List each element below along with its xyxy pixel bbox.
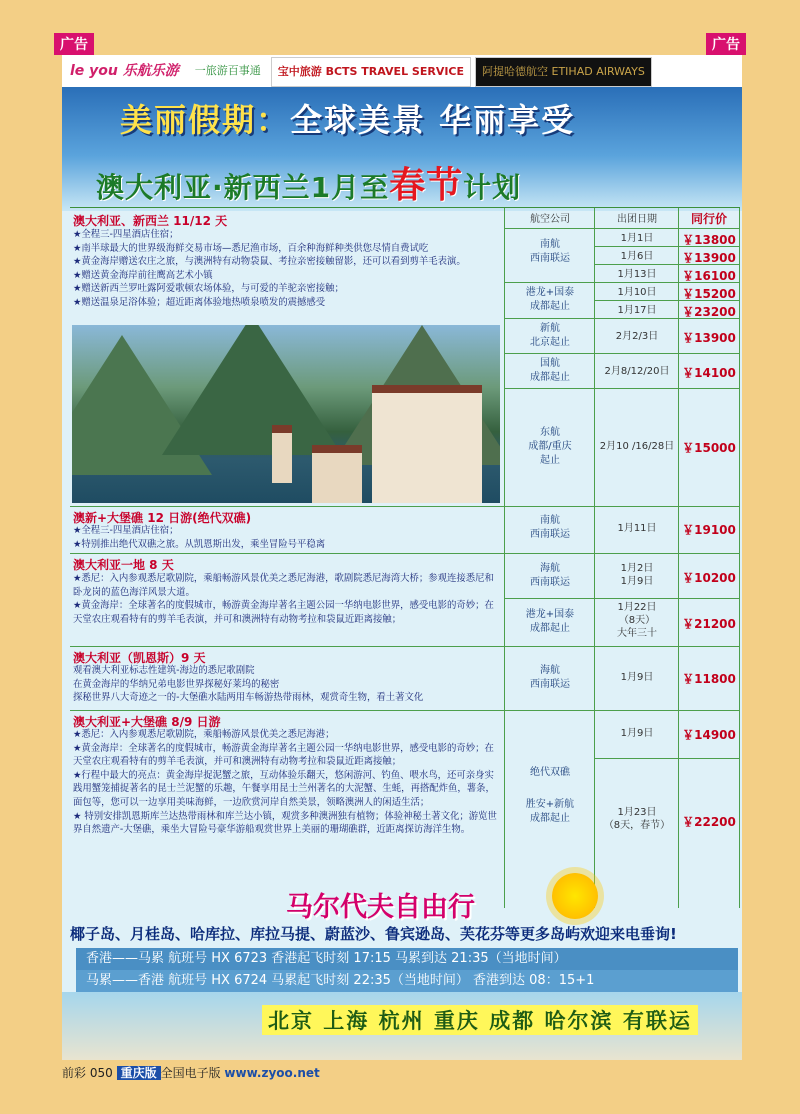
row-airline: 港龙+国泰 成都起止 bbox=[525, 609, 575, 634]
row-airline: 南航 西南联运 bbox=[530, 239, 570, 264]
row-date: 1月10日 bbox=[617, 287, 657, 298]
website-link[interactable]: www.zyoo.net bbox=[224, 1066, 320, 1080]
row-airline: 胜安+新航 成都起止 bbox=[525, 799, 575, 824]
lake-village-photo bbox=[72, 325, 500, 503]
island-list: 椰子岛、月桂岛、哈库拉、库拉马提、蔚蓝沙、鲁宾逊岛、芙花芬等更多岛屿欢迎来电垂询! bbox=[70, 925, 677, 943]
row-date: 1月9日 bbox=[620, 728, 654, 739]
bullet-item: 观看澳大利亚标志性建筑-海边的悉尼歌剧院 bbox=[73, 665, 255, 676]
bullet-item: ★全程三-四星酒店住宿； bbox=[73, 525, 179, 536]
bullet-item: ★赠送温泉足浴体验；超近距离体验地热喷泉喷发的震撼感受 bbox=[73, 296, 326, 308]
section-title: 澳大利亚+大堡礁 8/9 日游 bbox=[73, 715, 221, 729]
section-bullets bbox=[73, 228, 503, 310]
hero-title bbox=[120, 95, 575, 141]
row-price: ￥21200 bbox=[682, 617, 736, 631]
row-airline: 绝代双礁 bbox=[530, 767, 570, 778]
row-date: 1月13日 bbox=[617, 269, 657, 280]
logo-bar bbox=[62, 55, 742, 87]
row-date: 2月8/12/20日 bbox=[604, 366, 670, 377]
building bbox=[372, 385, 482, 503]
bullet-item: ★南半球最大的世界级海鲜交易市场—悉尼渔市场，百余种海鲜种类供您尽情自费试吃 bbox=[73, 242, 429, 254]
row-airline: 南航 西南联运 bbox=[530, 515, 570, 540]
hero-sub-b: 计划 bbox=[463, 171, 522, 204]
row-date: 2月10 /16/28日 bbox=[599, 441, 675, 452]
row-airline: 国航 成都起止 bbox=[530, 358, 570, 383]
hero-title-b: 全球美景 华丽享受 bbox=[290, 101, 576, 139]
row-date: 1月22日 （8天） 大年三十 bbox=[617, 602, 657, 639]
row-date: 2月2/3日 bbox=[615, 331, 659, 342]
divider bbox=[594, 758, 740, 759]
bullet-item: ★黄金海岸：全球著名的度假城市，畅游黄金海岸著名主题公园一华纳电影世界，感受电影的奇妙；在天堂农庄观看特有的剪羊毛表演，并可和澳洲特有动物考拉和袋鼠近距离接触； bbox=[73, 600, 494, 625]
flight-outbound: 香港——马累 航班号 HX 6723 香港起飞时刻 17:15 马累到达 21:35（当地时间） bbox=[76, 948, 738, 970]
section-bullets bbox=[73, 664, 503, 705]
row-date: 1月9日 bbox=[620, 672, 654, 683]
ad-page bbox=[62, 55, 742, 1060]
divider bbox=[70, 553, 740, 554]
ad-tag-right: 广告 bbox=[706, 33, 746, 55]
row-date: 1月11日 bbox=[617, 523, 657, 534]
church-tower bbox=[272, 425, 292, 483]
divider bbox=[504, 228, 740, 229]
header-airline: 航空公司 bbox=[530, 214, 570, 225]
section-bullets bbox=[73, 524, 503, 551]
etihad-logo: 阿提哈德航空 ETIHAD AIRWAYS bbox=[475, 57, 652, 87]
row-price: ￥14900 bbox=[682, 728, 736, 742]
divider bbox=[504, 353, 740, 354]
bullet-item: 在黄金海岸的华纳兄弟电影世界探秘好莱坞的秘密 bbox=[73, 678, 280, 690]
row-date: 1月17日 bbox=[617, 305, 657, 316]
row-price: ￥19100 bbox=[682, 523, 736, 537]
row-airline: 海航 西南联运 bbox=[530, 563, 570, 588]
hero-title-a: 美丽假期： bbox=[120, 101, 291, 139]
row-price: ￥15200 bbox=[682, 287, 736, 301]
divider bbox=[70, 710, 740, 711]
bullet-item: ★特别推出绝代双礁之旅。从凯恩斯出发，乘坐冒险号平稳离 bbox=[73, 538, 326, 550]
divider bbox=[504, 388, 740, 389]
row-price: ￥14100 bbox=[682, 366, 736, 380]
divider bbox=[70, 646, 740, 647]
row-date: 1月1日 bbox=[620, 233, 654, 244]
divider bbox=[739, 208, 740, 908]
bullet-item: ★赠送黄金海岸前往鹰高艺术小镇 bbox=[73, 269, 213, 281]
bullet-item: ★悉尼：入内参观悉尼歌剧院，乘船畅游风景优美之悉尼海港，歌剧院悉尼海湾大桥；参观连接悉尼和卧龙岗的蓝色海洋风景大道。 bbox=[73, 573, 494, 598]
header-price: 同行价 bbox=[690, 212, 727, 226]
section-title: 澳大利亚一地 8 天 bbox=[73, 558, 174, 572]
section-title: 澳大利亚、新西兰 11/12 天 bbox=[73, 214, 228, 228]
hero-sub-red: 春节 bbox=[389, 165, 464, 206]
hero-banner bbox=[62, 87, 742, 211]
divider bbox=[70, 506, 740, 507]
row-airline: 港龙+国泰 成都起止 bbox=[525, 287, 575, 312]
section-bullets bbox=[73, 728, 503, 837]
itinerary-table bbox=[70, 207, 740, 908]
row-price: ￥11800 bbox=[682, 672, 736, 686]
baozhong-logo: 宝中旅游 BCTS TRAVEL SERVICE bbox=[271, 57, 471, 87]
row-date: 1月23日 （8天，春节） bbox=[603, 807, 671, 831]
bullet-item: ★全程三-四星酒店住宿； bbox=[73, 229, 179, 240]
bullet-item: 探秘世界八大奇迹之一的-大堡礁水陆两用车畅游热带雨林，观赏奇生物，看土著文化 bbox=[73, 692, 424, 704]
section-bullets bbox=[73, 572, 503, 626]
row-price: ￥13900 bbox=[682, 251, 736, 265]
row-price: ￥13800 bbox=[682, 233, 736, 247]
section-title: 澳大利亚（凯恩斯）9 天 bbox=[73, 651, 206, 665]
edition-badge: 重庆版 bbox=[117, 1066, 161, 1080]
row-price: ￥13900 bbox=[682, 331, 736, 345]
bullet-item: ★赠送新西兰罗吐露阿爱歌顿农场体验，与可爱的羊驼亲密接触； bbox=[73, 283, 344, 295]
row-price: ￥22200 bbox=[682, 815, 736, 829]
bullet-item: ★黄金海岸：全球著名的度假城市，畅游黄金海岸著名主题公园一华纳电影世界，感受电影的奇妙；在天堂农庄观看特有的剪羊毛表演，并可和澳洲特有动物考拉和袋鼠近距离接触； bbox=[73, 742, 494, 768]
bullet-item: ★行程中最大的亮点：黄金海岸捉泥蟹之旅，互动体验乐翻天，悠闲游河、钓鱼、喂水鸟，还可亲身实践用蟹笼捕捉著名的昆士兰泥蟹的乐趣，午餐享用昆士兰州著名的大泥蟹、生蚝，再搭配炸鱼，薯条，面包等，您可以一边享用美味海鲜，一边欣赏河岸自然美景，领略澳洲人的闲适生活； bbox=[73, 769, 495, 808]
row-price: ￥15000 bbox=[682, 441, 736, 455]
row-date: 1月6日 bbox=[620, 251, 654, 262]
bullet-item: ★黄金海岸赠送农庄之旅，与澳洲特有动物袋鼠、考拉亲密接触留影，还可以看到剪羊毛表演。 bbox=[73, 256, 466, 268]
sun-icon bbox=[552, 873, 598, 919]
ad-tag-left: 广告 bbox=[54, 33, 94, 55]
section-title: 澳新+大堡礁 12 日游(绝代双礁) bbox=[73, 511, 252, 525]
row-price: ￥10200 bbox=[682, 571, 736, 585]
flight-return: 马累——香港 航班号 HX 6724 马累起飞时刻 22:35（当地时间） 香港到达 08：15+1 bbox=[76, 970, 738, 992]
building bbox=[312, 445, 362, 503]
page-number: 前彩 050 bbox=[62, 1066, 113, 1080]
row-price: ￥23200 bbox=[682, 305, 736, 319]
row-price: ￥16100 bbox=[682, 269, 736, 283]
yilvyou-logo: 一旅游百事通 bbox=[194, 64, 261, 77]
row-airline: 新航 北京起止 bbox=[530, 323, 570, 348]
national-edition: 全国电子版 bbox=[160, 1066, 221, 1080]
divider bbox=[504, 598, 740, 599]
hero-sub-a: 澳大利亚·新西兰1月至 bbox=[96, 171, 390, 204]
footer bbox=[62, 1064, 320, 1081]
row-airline: 海航 西南联运 bbox=[530, 665, 570, 690]
bullet-item: ★ 特别安排凯恩斯库兰达热带雨林和库兰达小镇，观赏多种澳洲独有植物；体验神秘土著文化；游览世界自然遗产-大堡礁，乘坐大冒险号豪华游船观赏世界上美丽的珊瑚礁群，近距离探访海洋生物。 bbox=[73, 810, 497, 836]
header-date: 出团日期 bbox=[617, 214, 657, 225]
row-airline: 东航 成都/重庆 起止 bbox=[528, 427, 572, 466]
row-date: 1月2日 1月9日 bbox=[620, 563, 654, 587]
mountain-shape bbox=[162, 325, 342, 455]
bullet-item: ★悉尼：入内参观悉尼歌剧院，乘船畅游风景优美之悉尼海港； bbox=[73, 729, 335, 740]
departure-cities: 北京 上海 杭州 重庆 成都 哈尔滨 有联运 bbox=[262, 1005, 698, 1035]
leyou-logo: le you 乐航乐游 bbox=[70, 63, 179, 79]
hero-subtitle bbox=[96, 157, 521, 208]
maldives-title: 马尔代夫自由行 bbox=[286, 892, 475, 923]
